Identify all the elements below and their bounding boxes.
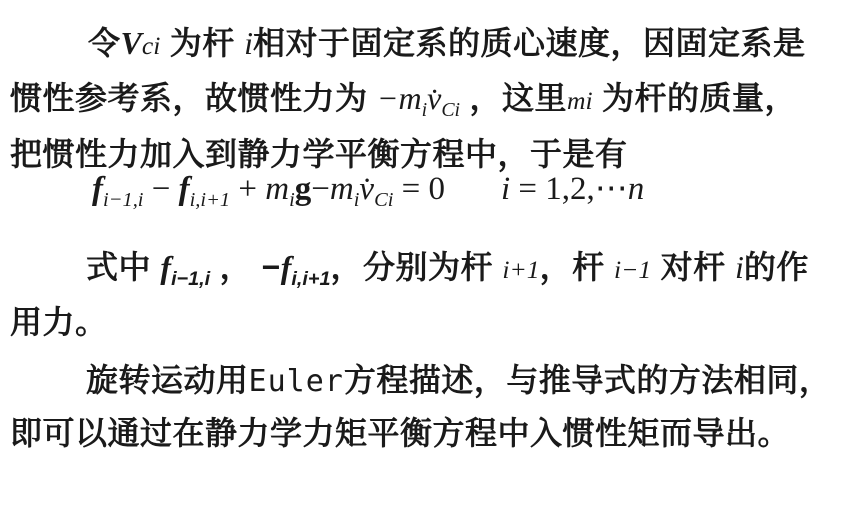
plus-sign: + <box>230 171 266 207</box>
math-var-f1: f <box>160 249 172 285</box>
math-sub-f1: i−1,i <box>103 189 144 212</box>
index-range <box>501 171 644 207</box>
math-var-mi: mi <box>566 86 593 115</box>
math-var-i: i <box>244 25 254 61</box>
math-sub-f2: i,i+1 <box>189 189 231 212</box>
math-sub-m1: i <box>289 189 295 212</box>
range-values: = 1,2,⋯ <box>510 171 628 207</box>
minus-sign: − <box>311 171 330 207</box>
math-sub-f2: i,i+1 <box>291 267 331 290</box>
paragraph3-line1 <box>86 355 831 401</box>
text-run: 的作 <box>743 249 809 285</box>
math-var-f1: f <box>92 171 103 207</box>
math-var-i-plus-1: i+1 <box>502 255 540 284</box>
math-sub-Ci: Ci <box>374 189 394 212</box>
text-run: 为杆 <box>160 25 245 61</box>
force-balance-equation <box>92 168 645 212</box>
minus-sign: − <box>143 171 179 207</box>
paragraph2-line2 <box>10 297 108 343</box>
paragraph1-line2 <box>10 73 797 119</box>
paragraph2-line1 <box>86 242 809 288</box>
math-var-vdot: v̇ <box>359 171 375 207</box>
math-var-i: i <box>501 171 511 207</box>
math-sub-ci: ci <box>141 31 161 60</box>
text-run: ，杆 <box>539 249 614 285</box>
text-run: 方程描述，与推导式的方法相同， <box>343 362 832 398</box>
paragraph3-line2 <box>10 408 790 454</box>
minus-sign: − <box>376 80 399 116</box>
text-run: 即可以通过在静力学力矩平衡方程中入惯性矩而导出。 <box>10 415 791 451</box>
text-run: 把惯性力加入到静力学平衡方程中，于是有 <box>10 136 628 172</box>
euler-word: Euler <box>248 364 344 399</box>
math-var-f2: f <box>178 171 190 207</box>
separator-minus: ， − <box>210 249 281 285</box>
math-sub-f1: i−1,i <box>171 267 211 290</box>
math-var-f2: f <box>280 249 292 285</box>
math-var-m: m <box>398 80 422 116</box>
text-run: 令 <box>88 25 121 61</box>
inertia-force-formula <box>376 80 461 121</box>
paragraph1-line1 <box>88 18 806 64</box>
math-var-V: V <box>120 25 142 61</box>
text-run: 对杆 <box>651 249 735 285</box>
math-sub-Ci: Ci <box>441 98 461 121</box>
equals-zero: = 0 <box>393 171 445 207</box>
math-sub-i: i <box>421 98 428 121</box>
text-run: 式中 <box>86 249 161 285</box>
math-var-vdot: v̇ <box>427 80 442 116</box>
text-run: 用力。 <box>10 304 108 340</box>
math-var-m1: m <box>265 171 290 207</box>
math-sub-m2: i <box>353 189 360 212</box>
math-var-i: i <box>734 249 744 285</box>
text-run: 为杆的质量， <box>592 80 797 116</box>
math-var-g: g <box>294 171 312 207</box>
text-run: 旋转运动用 <box>86 362 249 398</box>
math-var-m2: m <box>329 171 354 207</box>
text-run: ，分别为杆 <box>330 249 503 285</box>
text-run: 相对于固定系的质心速度，因固定系是 <box>253 25 806 61</box>
math-var-n: n <box>627 171 645 207</box>
math-var-i-minus-1: i−1 <box>613 255 652 284</box>
text-run: 惯性参考系，故惯性力为 <box>10 80 377 116</box>
text-run: ，这里 <box>460 80 567 116</box>
